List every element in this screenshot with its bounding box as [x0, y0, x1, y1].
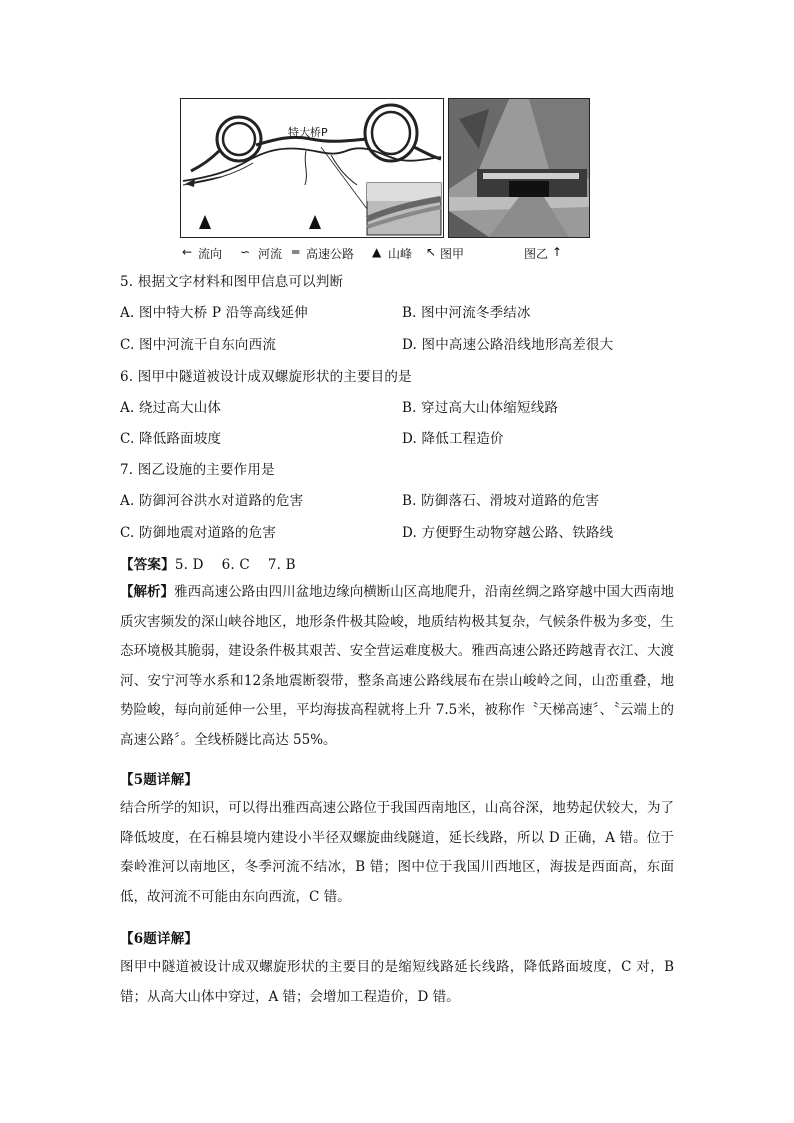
- q5-option-a: A. 图中特大桥 P 沿等高线延伸: [120, 305, 308, 321]
- detail-5-text: 结合所学的知识，可以得出雅西高速公路位于我国西南地区，山高谷深，地势起伏较大，为了降低坡度，在石棉县境内建设小半径双螺旋曲线隧道，延长线路，所以 D 正确，A 错。位于秦岭淮河以南地区，冬季河流不结冰，B 错；图中位于我国川西地区，海拔是西面高，东面低，故河流不可能由东向西流，C 错。: [120, 800, 674, 905]
- figure-legend: [180, 243, 600, 263]
- q5-option-c: C. 图中河流干自东向西流: [120, 337, 277, 353]
- answer-label: 【答案】: [120, 557, 175, 573]
- legend-fig-jia: 图甲: [440, 247, 465, 261]
- photo-drawing: [449, 99, 589, 237]
- q7-option-c: C. 防御地震对道路的危害: [120, 525, 277, 541]
- q7-option-b: B. 防御落石、滑坡对道路的危害: [402, 493, 600, 509]
- arrow-north-icon: ↑: [552, 245, 563, 259]
- legend-river: 河流: [258, 247, 283, 261]
- arrow-northwest-icon: ↖: [426, 245, 437, 259]
- q6-option-a: A. 绕过高大山体: [120, 400, 222, 416]
- legend-fig-yi: 图乙: [524, 247, 549, 261]
- legend-flow: 流向: [198, 247, 223, 261]
- q6-option-c: C. 降低路面坡度: [120, 431, 222, 447]
- legend-peak: 山峰: [388, 247, 413, 261]
- question-7-stem: 7. 图乙设施的主要作用是: [120, 462, 275, 478]
- analysis-paragraph: [120, 578, 674, 755]
- peak-icon: [309, 215, 321, 229]
- answer-line: [120, 553, 296, 573]
- detail-5-label: 【5题详解】: [120, 772, 199, 788]
- question-6-stem: 6. 图甲中隧道被设计成双螺旋形状的主要目的是: [120, 369, 412, 385]
- q6-option-b: B. 穿过高大山体缩短线路: [402, 400, 559, 416]
- q7-option-a: A. 防御河谷洪水对道路的危害: [120, 493, 304, 509]
- q7-option-d: D. 方便野生动物穿越公路、铁路线: [402, 525, 614, 541]
- analysis-label: 【解析】: [120, 584, 175, 600]
- peak-icon: [199, 215, 211, 229]
- peak-icon: ▲: [372, 245, 382, 259]
- q6-option-d: D. 降低工程造价: [402, 431, 504, 447]
- flow-arrow-icon: ←: [182, 245, 193, 259]
- question-5-stem: 5. 根据文字材料和图甲信息可以判断: [120, 274, 344, 290]
- bridge-label: 特大桥P: [288, 126, 328, 139]
- q5-option-d: D. 图中高速公路沿线地形高差很大: [402, 337, 614, 353]
- detail-6-text: 图甲中隧道被设计成双螺旋形状的主要目的是缩短线路延长线路，降低路面坡度，C 对，B 错；从高大山体中穿过，A 错；会增加工程造价，D 错。: [120, 959, 674, 1005]
- detail-6-label: 【6题详解】: [120, 931, 199, 947]
- river-icon: ∽: [240, 245, 251, 259]
- figure: [180, 98, 780, 266]
- q5-option-b: B. 图中河流冬季结冰: [402, 305, 531, 321]
- analysis-text: 雅西高速公路由四川盆地边缘向横断山区高地爬升，沿南丝绸之路穿越中国大西南地质灾害频发的深山峡谷地区，地形条件极其险峻，地质结构极其复杂，气候条件极为多变，生态环境极其脆弱，建设条件极其艰苦、安全营运难度极大。雅西高速公路还跨越青衣江、大渡河、安宁河等水系和12条地震断裂带，整条高速公路线展布在崇山峻岭之间，山峦重叠，地势险峻，每向前延伸一公里，平均海拔高程就将上升 7.5米，被称作〝天梯高速〞、〝云端上的高速公路〞。全线桥隧比高达 55%。: [120, 584, 675, 748]
- photo-figure-yi: [448, 98, 590, 238]
- answer-text: 5. D 6. C 7. B: [174, 557, 296, 573]
- legend-highway: 高速公路: [306, 247, 355, 261]
- map-drawing: [181, 99, 443, 237]
- highway-icon: ═: [292, 245, 300, 259]
- map-figure-jia: [180, 98, 444, 238]
